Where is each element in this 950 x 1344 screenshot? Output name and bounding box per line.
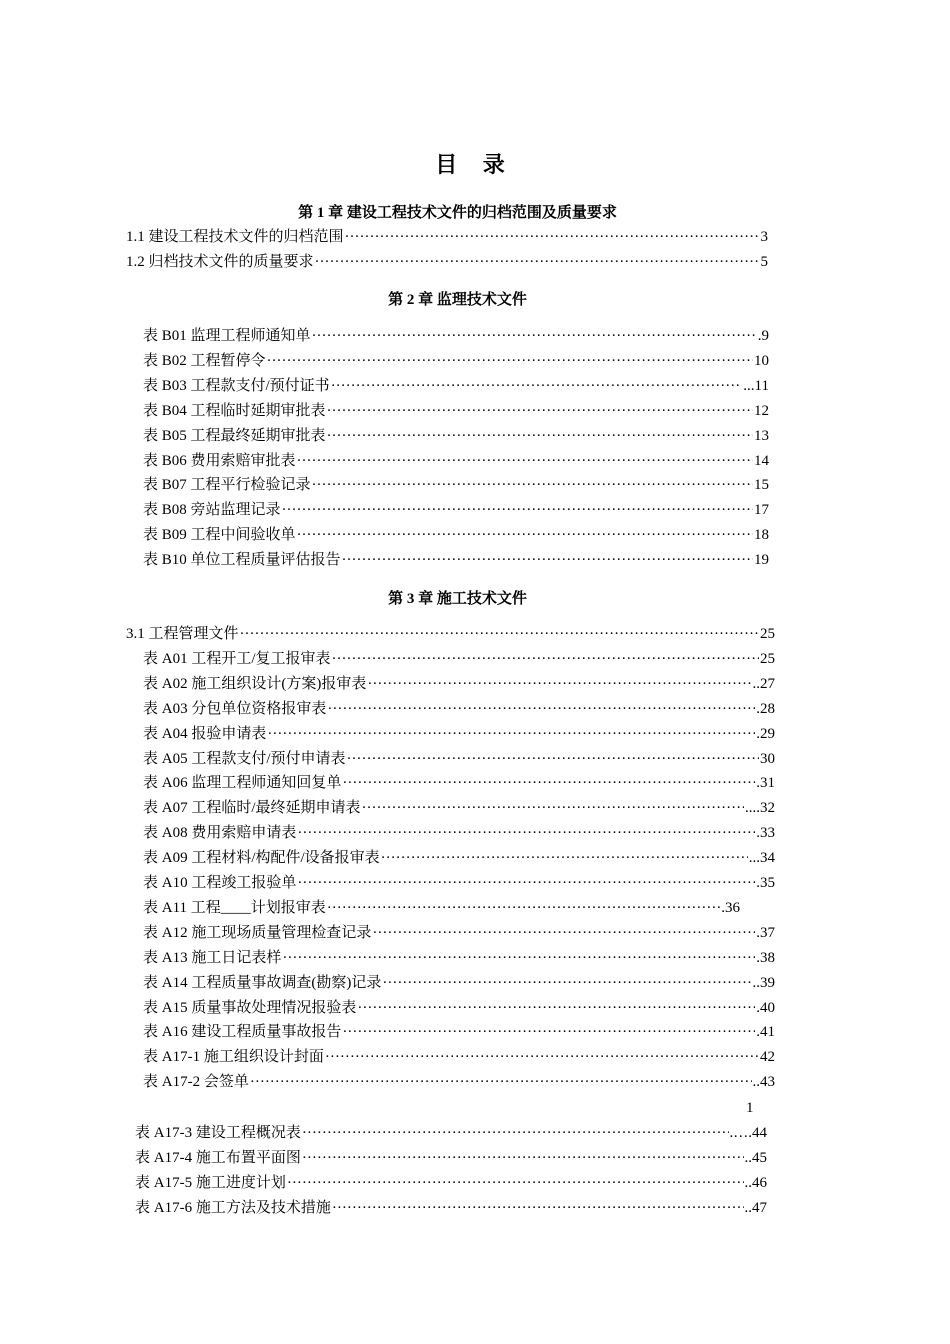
- toc-entry-page: ....32: [745, 800, 775, 817]
- toc-entry[interactable]: [143, 498, 769, 522]
- toc-entry-title: 1.1 建设工程技术文件的归档范围: [126, 229, 344, 245]
- toc-leader-dots: [347, 747, 759, 771]
- toc-entry-page: 17: [754, 502, 769, 519]
- toc-title: 目 录: [435, 152, 515, 177]
- toc-entry-title: 表 A01 工程开工/复工报审表: [143, 650, 331, 667]
- toc-entry-page: 30: [760, 750, 775, 767]
- toc-entry-title: 表 A16 建设工程质量事故报告: [143, 1024, 342, 1041]
- toc-entry[interactable]: [143, 896, 740, 920]
- toc-leader-dots: [332, 647, 759, 671]
- toc-leader-dots: [250, 1070, 752, 1094]
- toc-entry[interactable]: [143, 424, 769, 448]
- toc-entry[interactable]: [143, 946, 775, 970]
- toc-entry[interactable]: [143, 771, 775, 795]
- toc-leader-dots: [267, 349, 753, 373]
- toc-entry[interactable]: [143, 871, 775, 895]
- toc-entry[interactable]: [143, 349, 769, 373]
- toc-entry-page: ..27: [752, 675, 775, 692]
- toc-leader-dots: [367, 672, 751, 696]
- toc-entry-page: .36: [721, 899, 740, 916]
- toc-entry-title: 表 A12 施工现场质量管理检查记录: [143, 924, 372, 941]
- toc-entry[interactable]: [143, 1045, 775, 1069]
- toc-entry-title: 表 A08 费用索赔申请表: [143, 825, 297, 842]
- toc-entry-title: 表 B08 旁站监理记录: [143, 502, 281, 519]
- toc-entry-page: ..39: [752, 974, 775, 991]
- toc-leader-dots: [327, 896, 720, 920]
- toc-entry-page: 25: [760, 650, 775, 667]
- toc-entry-page: 19: [754, 552, 769, 569]
- toc-leader-dots: [312, 473, 753, 497]
- toc-entry-page: 14: [754, 452, 769, 469]
- toc-leader-dots: [297, 871, 755, 895]
- toc-entry[interactable]: [135, 1171, 767, 1195]
- toc-entry[interactable]: [135, 1146, 767, 1170]
- toc-entry-title: 表 B10 单位工程质量评估报告: [143, 552, 341, 569]
- toc-entry[interactable]: [143, 647, 775, 671]
- toc-entry-page: ..43: [752, 1074, 775, 1091]
- toc-entry[interactable]: [143, 1020, 775, 1044]
- toc-entry-page: ..46: [744, 1175, 767, 1191]
- toc-entry-title: 表 B02 工程暂停令: [143, 352, 266, 369]
- toc-entry-page: ...34: [748, 850, 775, 867]
- toc-entry[interactable]: [143, 523, 769, 547]
- toc-entry-page: 13: [754, 427, 769, 444]
- chapter-2-heading: 第 2 章 监理技术文件: [388, 292, 527, 308]
- toc-leader-dots: [332, 1196, 744, 1220]
- toc-leader-dots: [315, 250, 760, 274]
- toc-entry-title: 1.2 归档技术文件的质量要求: [126, 254, 314, 270]
- toc-entry-page: 10: [754, 352, 769, 369]
- toc-entry-title: 表 B09 工程中间验收单: [143, 527, 296, 544]
- toc-leader-dots: [302, 1146, 744, 1170]
- toc-leader-dots: [267, 722, 755, 746]
- toc-entry-title: 表 A05 工程款支付/预付申请表: [143, 750, 346, 767]
- toc-leader-dots: [312, 324, 757, 348]
- toc-entry-page: .28: [756, 700, 775, 717]
- toc-entry[interactable]: [143, 473, 769, 497]
- toc-entry-title: 表 A04 报验申请表: [143, 725, 267, 742]
- toc-entry[interactable]: [143, 324, 769, 348]
- toc-entry[interactable]: [143, 921, 775, 945]
- toc-entry[interactable]: [143, 996, 775, 1020]
- toc-entry-title: 表 A17-4 施工布置平面图: [135, 1150, 301, 1166]
- toc-entry-title: 表 A07 工程临时/最终延期申请表: [143, 800, 361, 817]
- toc-entry[interactable]: [143, 697, 775, 721]
- toc-leader-dots: [342, 548, 753, 572]
- toc-leader-dots: [325, 1045, 759, 1069]
- toc-leader-dots: [287, 1171, 744, 1195]
- toc-entry[interactable]: [143, 971, 775, 995]
- toc-entry-page: 18: [754, 527, 769, 544]
- toc-entry-page: .9: [757, 328, 769, 344]
- toc-entry-title: 表 A09 工程材料/构配件/设备报审表: [143, 850, 380, 867]
- toc-entry-title: 表 A17-3 建设工程概况表: [135, 1125, 301, 1141]
- toc-entry[interactable]: [143, 548, 769, 572]
- page-number: 1: [746, 1100, 754, 1116]
- toc-entry-page: .41: [756, 1024, 775, 1041]
- toc-entry-title: 表 A17-1 施工组织设计封面: [143, 1049, 324, 1066]
- toc-entry[interactable]: [143, 846, 775, 870]
- toc-entry[interactable]: [126, 250, 768, 274]
- toc-entry-title: 表 B07 工程平行检验记录: [143, 477, 311, 494]
- toc-entry-page: ...11: [743, 377, 769, 394]
- toc-entry-title: 表 B06 费用索赔审批表: [143, 452, 296, 469]
- toc-leader-dots: [327, 399, 753, 423]
- toc-entry-title: 表 A02 施工组织设计(方案)报审表: [143, 675, 367, 692]
- chapter-1-heading: 第 1 章 建设工程技术文件的归档范围及质量要求: [298, 205, 617, 221]
- toc-entry[interactable]: [143, 399, 769, 423]
- toc-entry-page: 25: [760, 626, 775, 642]
- toc-leader-dots: [282, 498, 753, 522]
- toc-entry-page: .31: [756, 775, 775, 792]
- toc-leader-dots: [297, 523, 753, 547]
- toc-entry-page: .33: [756, 825, 775, 842]
- toc-entry-title: 表 B04 工程临时延期审批表: [143, 402, 326, 419]
- toc-entry[interactable]: [143, 796, 775, 820]
- toc-leader-dots: [297, 821, 755, 845]
- toc-entry-page: .38: [756, 949, 775, 966]
- toc-entry-title: 表 A17-6 施工方法及技术措施: [135, 1200, 331, 1216]
- toc-entry-title: 表 B05 工程最终延期审批表: [143, 427, 326, 444]
- toc-entry[interactable]: [143, 722, 775, 746]
- toc-entry-title: 表 B03 工程款支付/预付证书: [143, 377, 330, 394]
- toc-entry[interactable]: [126, 622, 775, 646]
- toc-entry-page: 5: [760, 254, 768, 270]
- toc-entry[interactable]: [135, 1196, 767, 1220]
- toc-leader-dots: [282, 946, 755, 970]
- toc-leader-dots: [327, 697, 755, 721]
- toc-leader-dots: [362, 796, 744, 820]
- toc-entry-title: 表 A15 质量事故处理情况报验表: [143, 999, 357, 1016]
- toc-leader-dots: [382, 971, 751, 995]
- toc-entry-page: 15: [754, 477, 769, 494]
- toc-leader-dots: [357, 996, 755, 1020]
- toc-entry-title: 表 A13 施工日记表样: [143, 949, 282, 966]
- toc-leader-dots: [381, 846, 748, 870]
- toc-leader-dots: [342, 771, 755, 795]
- toc-entry[interactable]: [126, 225, 768, 249]
- toc-entry-page: .35: [756, 875, 775, 891]
- toc-entry-page: 3: [760, 229, 768, 245]
- toc-leader-dots: [240, 622, 759, 646]
- toc-entry-title: 3.1 工程管理文件: [126, 626, 239, 642]
- toc-leader-dots: [327, 424, 753, 448]
- toc-leader-dots: [331, 374, 743, 398]
- toc-entry-page: 12: [754, 402, 769, 419]
- toc-entry[interactable]: [143, 821, 775, 845]
- toc-entry-page: ..45: [744, 1150, 767, 1166]
- toc-entry[interactable]: [143, 374, 769, 398]
- toc-entry-page: .….44: [729, 1125, 767, 1141]
- toc-entry[interactable]: [135, 1121, 767, 1145]
- toc-entry-title: 表 A06 监理工程师通知回复单: [143, 775, 342, 792]
- toc-entry-title: 表 A17-5 施工进度计划: [135, 1175, 286, 1191]
- toc-leader-dots: [372, 921, 755, 945]
- toc-entry-title: 表 A11 工程____计划报审表: [143, 899, 326, 916]
- toc-entry-page: .40: [756, 999, 775, 1016]
- toc-entry-page: .37: [756, 924, 775, 941]
- toc-entry[interactable]: [143, 747, 775, 771]
- toc-entry-page: ..47: [744, 1200, 767, 1216]
- toc-entry[interactable]: [143, 449, 769, 473]
- chapter-3-heading: 第 3 章 施工技术文件: [388, 591, 527, 607]
- toc-leader-dots: [297, 449, 753, 473]
- toc-entry[interactable]: [143, 1070, 775, 1094]
- toc-entry-title: 表 A17-2 会签单: [143, 1074, 249, 1091]
- toc-leader-dots: [345, 225, 760, 249]
- toc-leader-dots: [342, 1020, 755, 1044]
- toc-entry-title: 表 A10 工程竣工报验单: [143, 875, 297, 891]
- toc-entry-page: 42: [760, 1049, 775, 1066]
- toc-entry-page: .29: [756, 725, 775, 742]
- toc-entry-title: 表 A03 分包单位资格报审表: [143, 700, 327, 717]
- toc-entry[interactable]: [143, 672, 775, 696]
- toc-leader-dots: [302, 1121, 729, 1145]
- toc-entry-title: 表 B01 监理工程师通知单: [143, 328, 311, 344]
- toc-entry-title: 表 A14 工程质量事故调查(勘察)记录: [143, 974, 382, 991]
